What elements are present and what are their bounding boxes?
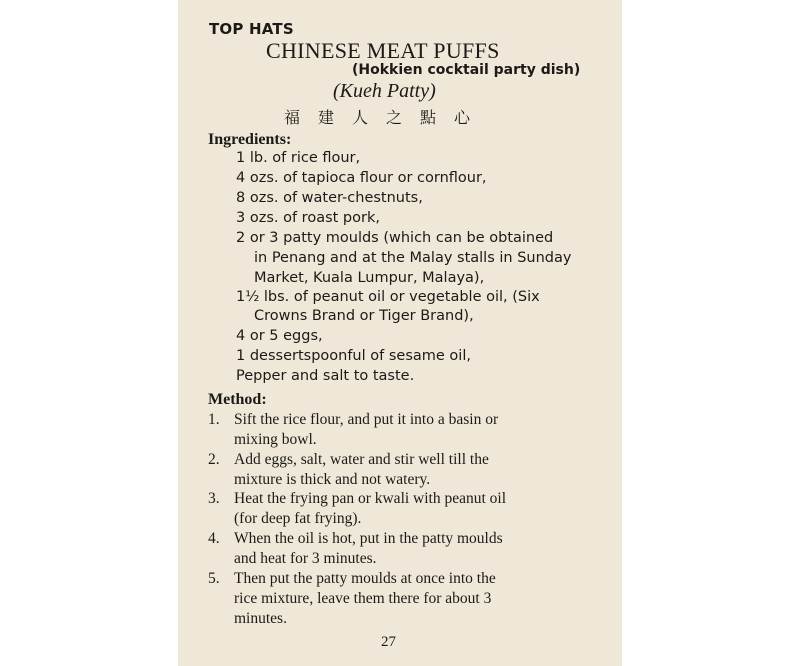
ingredient-line: 1½ lbs. of peanut oil or vegetable oil, (Six [236, 289, 540, 305]
step-line: Sift the rice flour, and put it into a basin or [234, 411, 499, 428]
step-number: 1. [208, 411, 220, 428]
ingredients-heading: Ingredients: [208, 131, 292, 148]
step-number: 2. [208, 451, 220, 468]
step-number: 4. [208, 530, 220, 547]
page-number: 27 [381, 634, 396, 650]
ingredient-line: in Penang and at the Malay stalls in Sunday [254, 250, 572, 266]
ingredient-line: Pepper and salt to taste. [236, 368, 415, 384]
step-line: minutes. [234, 610, 287, 627]
chinese-name: 福建人之點心 [284, 110, 489, 127]
step-line: When the oil is hot, put in the patty moulds [234, 530, 503, 547]
step-line: mixing bowl. [234, 431, 317, 448]
step-line: Heat the frying pan or kwali with peanut oil [234, 490, 507, 507]
ingredient-line: 8 ozs. of water-chestnuts, [236, 190, 423, 206]
step-line: rice mixture, leave them there for about 3 [234, 590, 492, 607]
step-line: mixture is thick and not watery. [234, 471, 431, 488]
step-line: and heat for 3 minutes. [234, 550, 377, 567]
step-line: Add eggs, salt, water and stir well till the [234, 451, 489, 468]
recipe-subtitle: (Hokkien cocktail party dish) [352, 62, 581, 78]
ingredient-line: 1 dessertspoonful of sesame oil, [236, 348, 471, 364]
ingredient-line: 2 or 3 patty moulds (which can be obtained [236, 230, 554, 246]
recipe-alt-name: (Kueh Patty) [333, 80, 436, 102]
method-heading: Method: [208, 391, 267, 408]
ingredient-line: Crowns Brand or Tiger Brand), [254, 308, 474, 324]
step-line: (for deep fat frying). [234, 510, 362, 527]
ingredient-line: 3 ozs. of roast pork, [236, 210, 380, 226]
ingredient-line: 4 ozs. of tapioca flour or cornflour, [236, 170, 487, 186]
ingredient-line: 1 lb. of rice flour, [236, 150, 361, 166]
book-page [178, 0, 622, 666]
recipe-title: CHINESE MEAT PUFFS [266, 38, 500, 63]
series-title: TOP HATS [209, 20, 294, 38]
step-number: 5. [208, 570, 220, 587]
ingredient-line: 4 or 5 eggs, [236, 328, 323, 344]
ingredient-line: Market, Kuala Lumpur, Malaya), [254, 270, 485, 286]
step-number: 3. [208, 490, 220, 507]
step-line: Then put the patty moulds at once into the [234, 570, 496, 587]
